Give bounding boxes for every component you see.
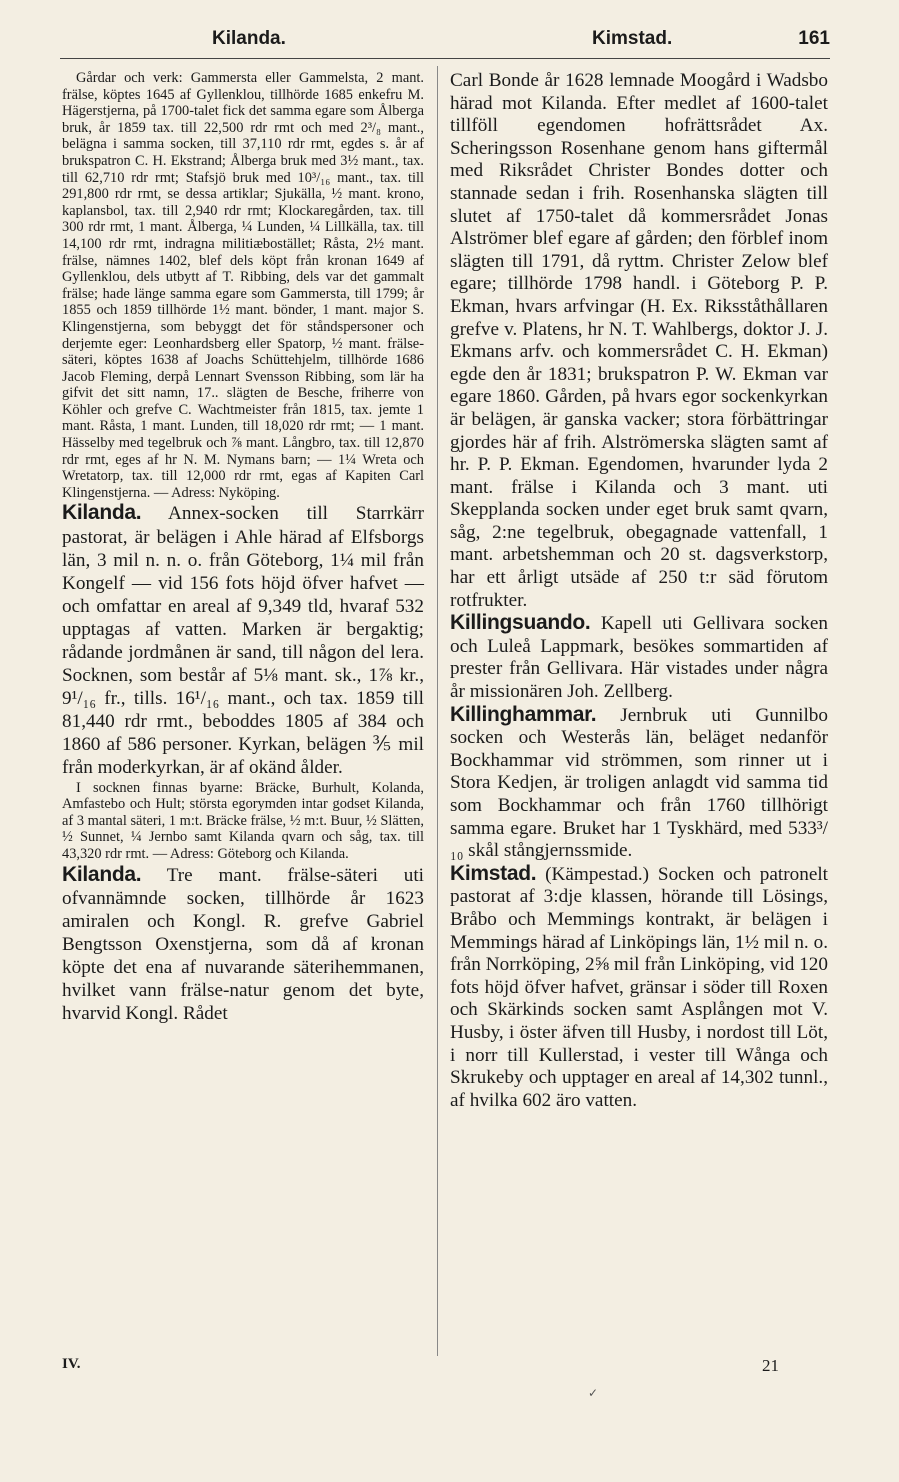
column-rule [437,66,438,1356]
header-rule [60,58,830,59]
entry-killingsuando [450,612,828,703]
entry-text: Kapell uti Gellivara socken och Luleå Lappmark, besökes sommartiden af prester från Gellivara. Här vistades under några år missionären Joh. Zellberg. [450,613,828,703]
entry-headword: Kilanda. [62,501,142,525]
entry-headword: Killingsuando. [450,611,591,635]
right-column [450,70,828,1112]
entry-text: Annex-socken till Starrkärr pastorat, är belägen i Ahle härad af Elfsborgs län, 3 mil n. n. o. från Göteborg, 1¼ mil från Kongelf — vid 156 fots höjd öfver hafvet — och omfattar en areal af 9,349 tld, hvaraf 532 upptagas af vatten. Marken är bergaktig; rådande jordmånen är sand, till någon del lera. Socknen, som består af 5⅛ mant. sk., 1⅞ kr., 9¹/₁₆ fr., tills. 16¹/₁₆ mant., och tax. 1859 till 81,440 rdr rmt., beboddes 1805 af 384 och 1860 af 586 personer. Kyrkan, belägen ⅗ mil från moderkyrkan, är af okänd ålder. [62,503,424,779]
signature-mark-left: IV. [62,1356,81,1372]
running-header [60,28,830,58]
entry-kilanda-manor [62,863,424,1026]
entry-headword: Kilanda. [62,862,142,886]
header-right-title: Kimstad. [592,28,673,49]
entry-kimstad [450,863,828,1113]
header-left-title: Kilanda. [212,28,286,49]
signature-mark-right: 21 [762,1356,779,1375]
entry-text: Tre mant. frälse-säteri uti ofvannämnde socken, tillhörde år 1623 amiralen och Kongl. R. grefve Gabriel Bengtsson Oxenstjerna, som då af kronan köpte det ena af nuvarande säterihemmanen, hvilket vann frälse-natur genom det byte, hvarvid Kongl. Rådet [62,864,424,1025]
entry-headword: Killinghammar. [450,702,597,726]
entry-text: (Kämpestad.) Socken och patronelt pastorat af 3:dje klassen, hörande till Lösings, Bråbo och Memmings kontrakt, är belägen i Memmings härad af Linköpings län, 1½ mil n. o. från Norrköping, 2⅝ mil från Linköping, vid 120 fots höjd öfver hafvet, gränsar i söder till Roxen och Skärkinds socken samt Asplången mot V. Husby, i öster äfven till Husby, i nordost till Löt, i norr till Kullerstad, i vester till Wånga och Skrukeby och upptager en areal af 14,302 tunnl., af hvilka 602 äro vatten. [450,863,828,1111]
left-para-villages: I socknen finnas byarne: Bräcke, Burhult, Kolanda, Amfastebo och Hult; största egorymden intar godset Kilanda, af 3 mantal säteri, 1 m:t. Bräcke frälse, ½ m:t. Buur, ½ Slätten, ½ Sunnet, ¼ Jernbo samt Kilanda qvarn och såg, tax. till 43,320 rdr rmt. — Adress: Göteborg och Kilanda. [62,779,424,862]
right-para-continuation: Carl Bonde år 1628 lemnade Moogård i Wadsbo härad mot Kilanda. Efter medlet af 1600-talet tillföll egendomen hofrättsrådet Ax. Scheringsson Rosenhane genom hans giftermål med Riksrådet Christer Bondes dotter och stannade sedan i frih. Rosenhanska slägten till slutet af 1750-talet då kommersrådet Jonas Alströmer blef egare af gården; den förblef inom slägten till 1791, då ryttm. Christer Zelow blef egare; tillhörde 1798 handl. i Göteborg P. P. Ekman, hvars arfvingar (H. Ex. Riksståthållaren grefve v. Platens, hr N. T. Wahlbergs, doktor J. J. Ekmans arfv. och kommersrådet C. H. Ekman) egde den år 1831; brukspatron P. W. Ekman var egare 1860. Gården, på hvars egor sockenkyrkan är belägen, är ganska vacker; stora förbättringar gjordes här af frih. Alströmerska slägten samt af hr. P. P. Ekman. Egendomen, hvarunder lyda 2 mant. frälse i Kilanda och 3 mant. uti Skepplanda socken under eget bruk samt qvarn, såg, 2:ne tegelbruk, obegagnade vattenfall, 1 mant. arbetshemman och 20 st. dagsverkstorp, har ett årligt utsäde af 250 t:r säd förutom rotfrukter. [450,70,828,611]
entry-killinghammar [450,704,828,863]
pencil-mark-icon: ✓ [588,1386,599,1400]
left-para-estates: Gårdar och verk: Gammersta eller Gammelsta, 2 mant. frälse, köptes 1645 af Gyllenklou, tillhörde 1685 enkefru M. Hägerstjerna, på 1700-talet fick det samma egare som Ålberga bruk, år 1859 tax. till 22,500 rdr rmt och med 2³/₈ mant., belägna i samma socken, till 37,110 rdr rmt, egdes s. år af brukspatron C. H. Ekstrand; Ålberga bruk med 3½ mant., tax. till 62,710 rdr rmt; Stafsjö bruk med 10³/₁₆ mant., tax. till 291,800 rdr rmt, se dessa artiklar; Sjukälla, ½ mant. krono, kaplansbol, tax. till 2,940 rdr rmt; Klockaregården, tax. till 300 rdr rmt, 1 mant. Ålberga, ¼ Lunden, ¼ Lillkälla, tax. till 14,100 rdr rmt, indragna militiæbostället; Råsta, 2½ mant. frälse, nämnes 1402, blef dels köpt från kronan 1649 af Gyllenklou, dels utbytt af T. Ribbing, dels var det gammalt frälse; hade länge samma egare som Gammersta, till 1799; år 1855 och 1859 tillhörde 1½ mant. bönder, 1 mant. major S. Klingenstjerna, som bebyggt det för ståndspersoner och derjemte eger: Leonhardsberg eller Spatorp, ½ mant. frälse-säteri, köptes 1638 af Joachs Schüttehjelm, tillhörde 1686 Jacob Fleming, derpå Lennart Svensson Ribbing, som lär ha gifvit det sitt namn, 17.. slägten de Besche, friherre von Köhler och grefve C. Wachtmeister från 1815, tax. jemte 1 mant. Råsta, 1 mant. Lunden, till 18,020 rdr rmt; — 1 mant. Hässelby med tegelbruk och ⅞ mant. Långbro, tax. till 12,870 rdr rmt, eges af hr N. M. Nymans barn; — 1¼ Wreta och Wretatorp, tax. till 12,000 rdr rmt, egas af Kapiten Carl Klingenstjerna. — Adress: Nyköping. [62,70,424,501]
entry-headword: Kimstad. [450,861,537,885]
page-number: 161 [798,28,830,49]
entry-kilanda-parish [62,501,424,779]
left-column [62,70,424,1025]
entry-text: Jernbruk uti Gunnilbo socken och Westerås län, beläget nedanför Bockhammar vid strömmen, som rinner ut i Stora Kedjen, är troligen anlagdt vid samma tid som Bockhammar och från 1760 tillhörigt samma egare. Bruket har 1 Tyskhärd, med 533³/₁₀ skål stångjernssmide. [450,704,828,862]
